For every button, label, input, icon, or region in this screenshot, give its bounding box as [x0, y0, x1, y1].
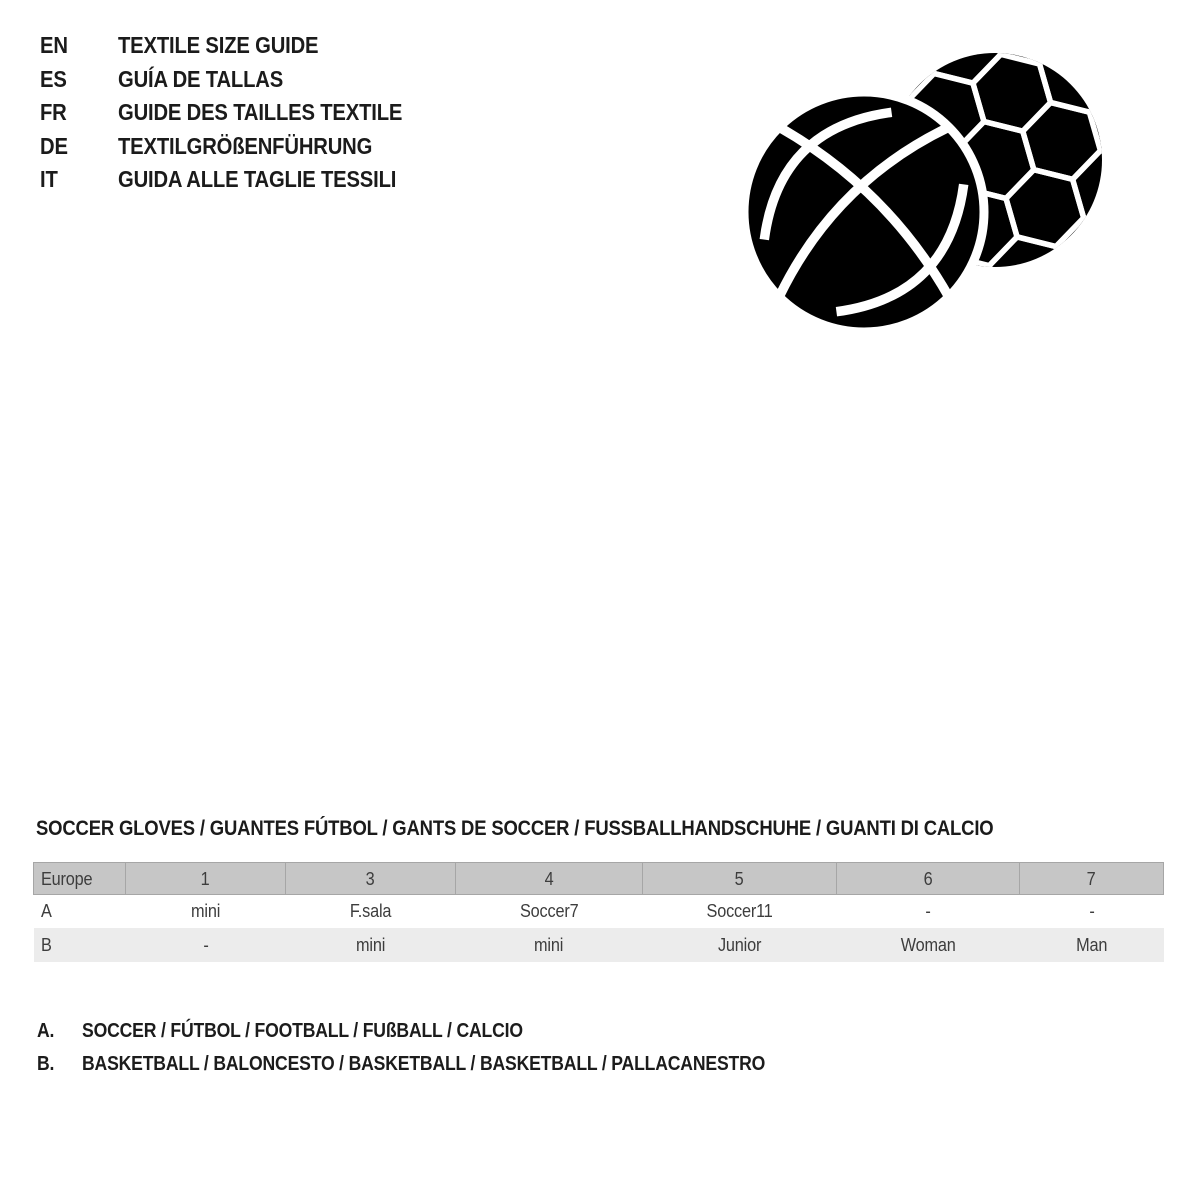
table-cell: Woman: [900, 933, 956, 955]
language-row-fr: [40, 96, 441, 130]
table-title: SOCCER GLOVES / GUANTES FÚTBOL / GANTS DE SOCCER / FUSSBALLHANDSCHUHE / GUANTI DI CALCIO: [36, 817, 994, 840]
language-title: GUÍA DE TALLAS: [118, 65, 284, 92]
language-code: IT: [40, 166, 58, 193]
language-title-list: [40, 29, 441, 197]
header-cell-size-5: 5: [643, 863, 837, 895]
table-cell: -: [925, 900, 931, 922]
row-label: A: [40, 900, 52, 922]
language-code: EN: [40, 32, 68, 59]
language-code: ES: [40, 65, 67, 92]
table-cell: Junior: [717, 933, 762, 955]
table-cell: mini: [355, 933, 386, 955]
language-code: FR: [40, 99, 67, 126]
header-cell-size-3: 3: [286, 863, 456, 895]
header-cell-size-4: 4: [456, 863, 643, 895]
size-table: [33, 862, 1164, 962]
table-cell: -: [202, 933, 209, 955]
table-cell: Man: [1075, 933, 1108, 955]
footnote-key: A.: [37, 1020, 55, 1042]
footnote-text: BASKETBALL / BALONCESTO / BASKETBALL / BASKETBALL / PALLACANESTRO: [82, 1053, 766, 1075]
footnote-text: SOCCER / FÚTBOL / FOOTBALL / FUßBALL / CALCIO: [82, 1020, 523, 1042]
header-cell-size-1: 1: [126, 863, 286, 895]
balls-illustration: [730, 45, 1110, 335]
header-cell-size-6: 6: [837, 863, 1020, 895]
table-cell: F.sala: [349, 900, 392, 922]
header-cell-region: Europe: [34, 863, 126, 895]
language-title: TEXTILGRÖßENFÜHRUNG: [118, 132, 373, 159]
language-row-es: [40, 63, 441, 97]
header-cell-size-7: 7: [1020, 863, 1164, 895]
table-cell: mini: [190, 900, 221, 922]
table-header-row: [34, 863, 1164, 895]
table-row-soccer: [34, 895, 1164, 928]
footnote-key: B.: [37, 1053, 55, 1075]
language-title: GUIDE DES TAILLES TEXTILE: [118, 99, 403, 126]
language-row-it: [40, 163, 441, 197]
language-title: GUIDA ALLE TAGLIE TESSILI: [118, 166, 397, 193]
table-cell: mini: [534, 933, 564, 955]
language-code: DE: [40, 132, 68, 159]
footnote-soccer: [37, 1015, 858, 1048]
footnote-basketball: [37, 1048, 858, 1081]
language-title: TEXTILE SIZE GUIDE: [118, 32, 319, 59]
basketball-and-soccer-ball-icon: [730, 45, 1110, 335]
language-row-de: [40, 130, 441, 164]
footnotes: [37, 1015, 858, 1081]
table-cell: Soccer11: [706, 900, 773, 922]
table-row-basketball: [34, 928, 1164, 962]
language-row-en: [40, 29, 441, 63]
table-cell: Soccer7: [519, 900, 579, 922]
row-label: B: [40, 933, 52, 955]
table-cell: -: [1088, 900, 1095, 922]
